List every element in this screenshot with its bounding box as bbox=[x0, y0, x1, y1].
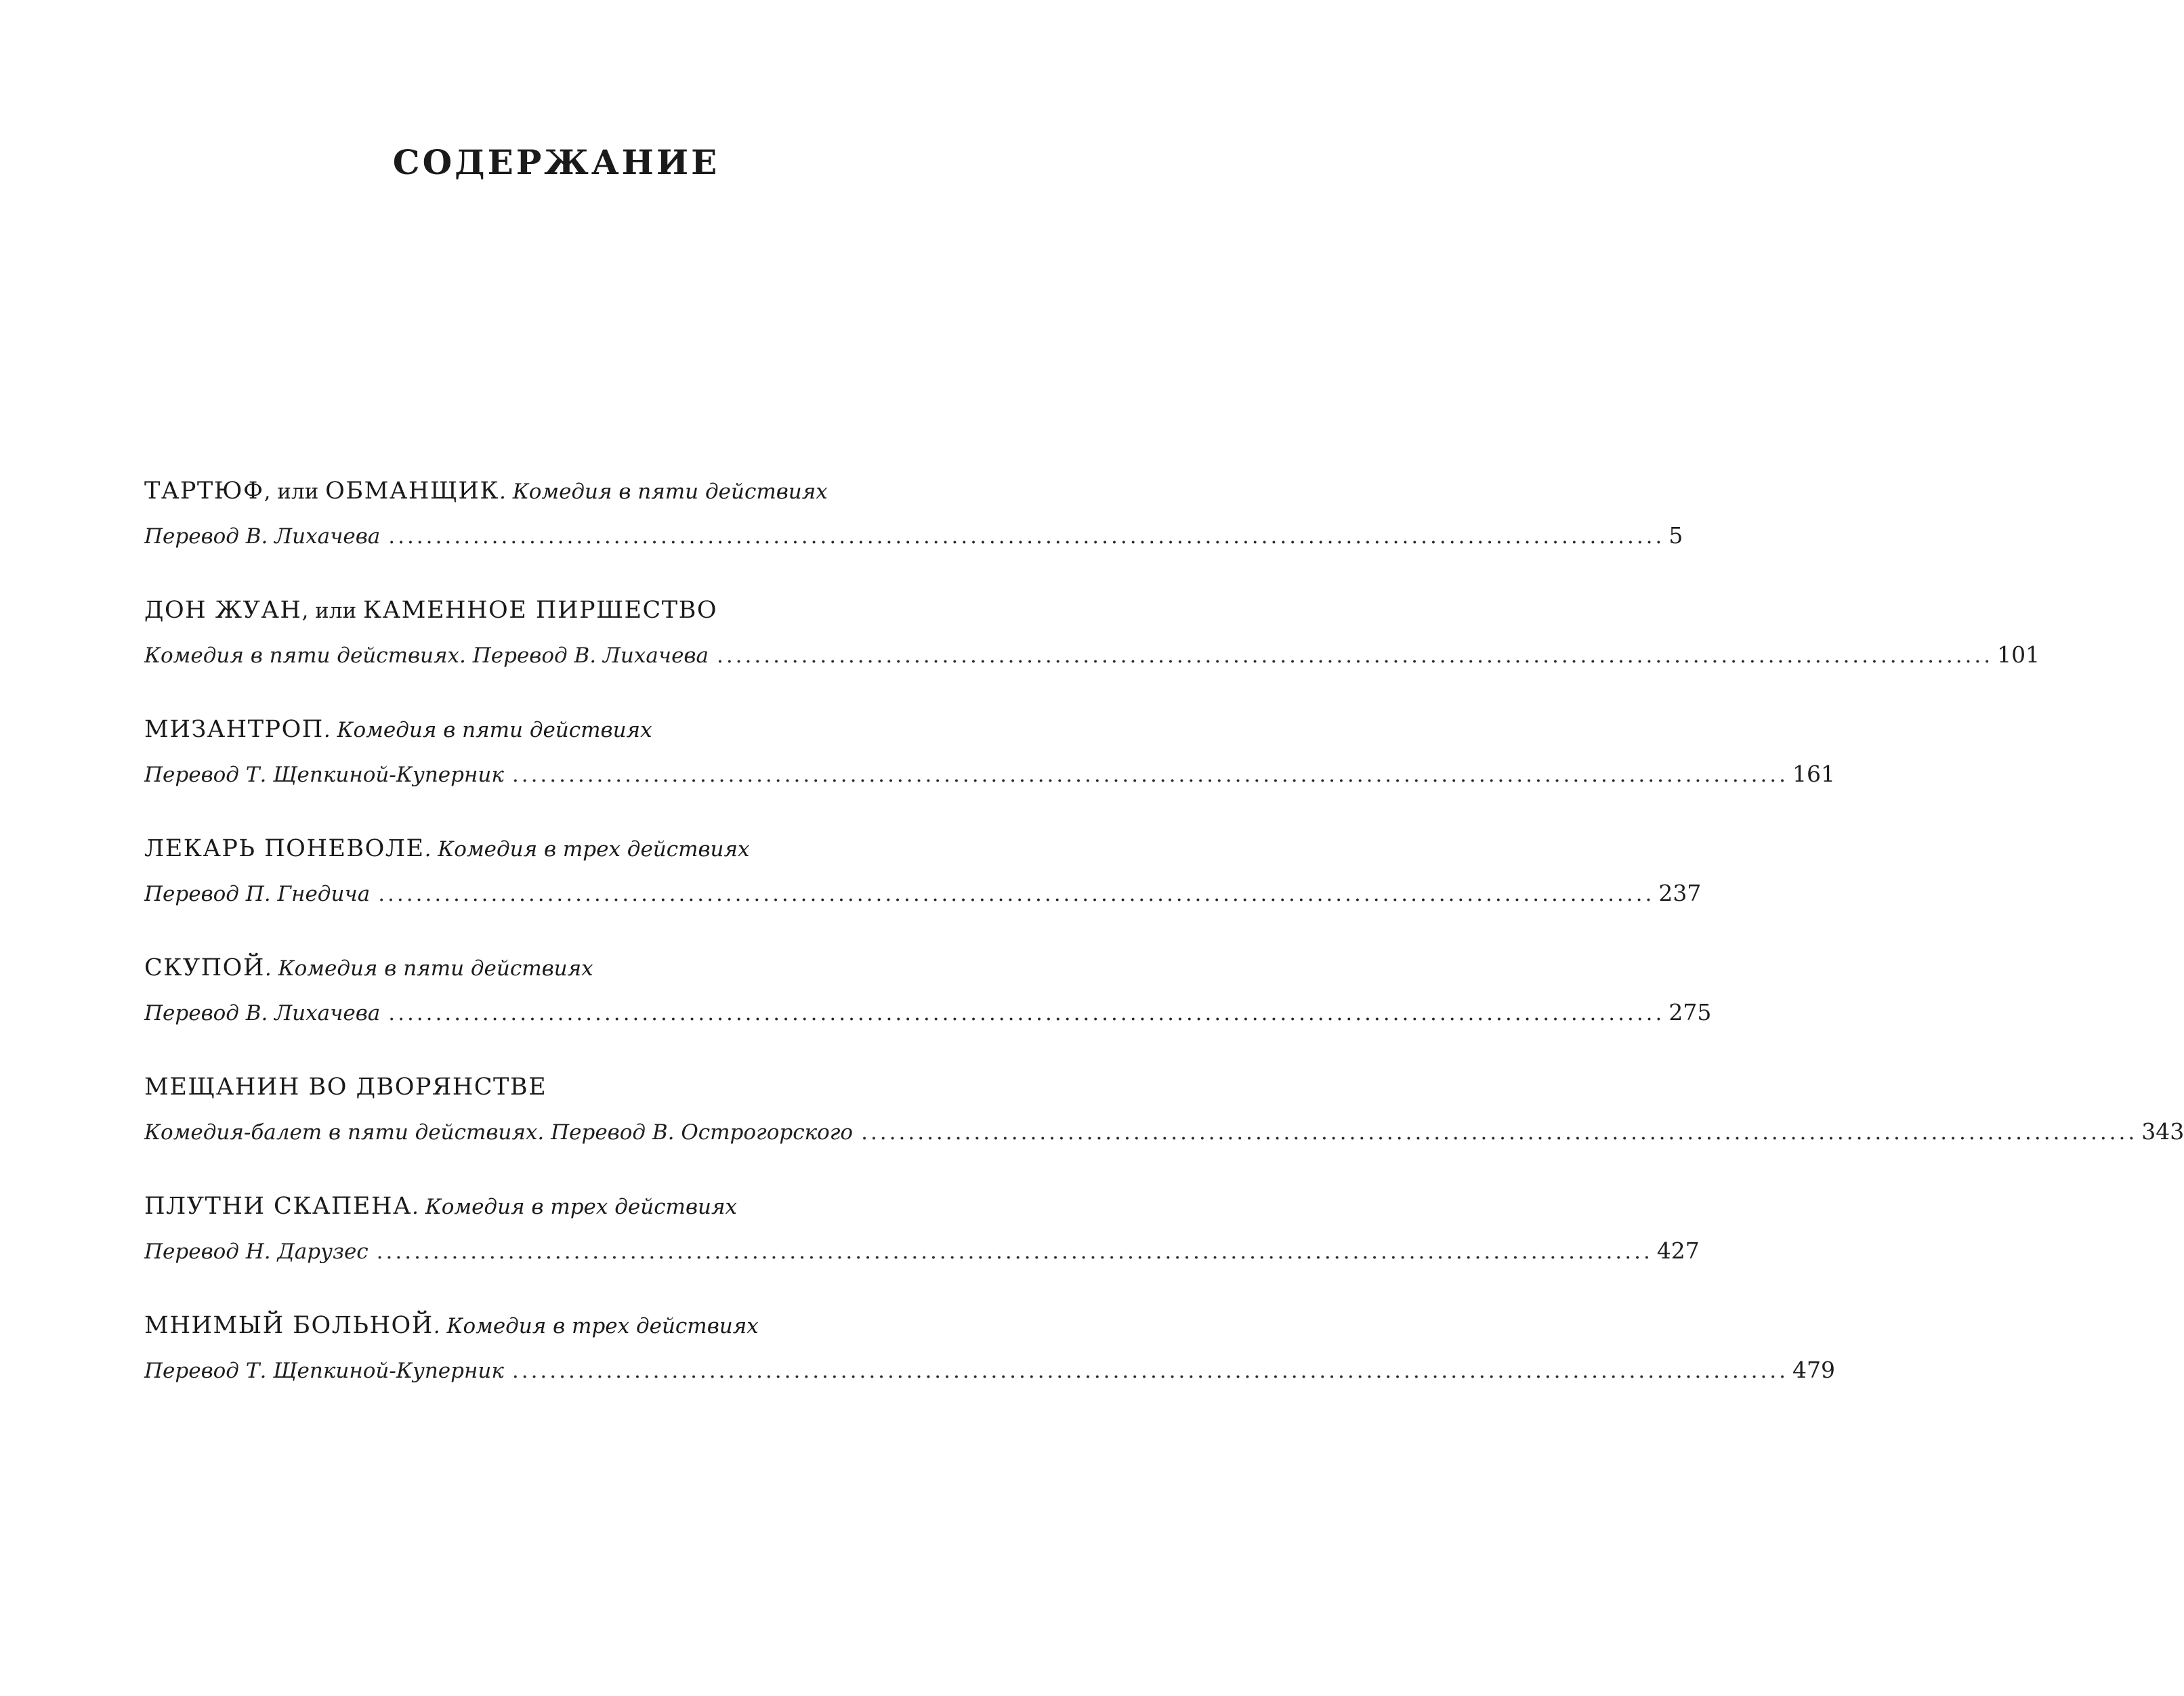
page-number: 237 bbox=[1658, 880, 1702, 906]
dot-leader: ........................................................................................................................................ bbox=[861, 1120, 2138, 1145]
page-number: 275 bbox=[1668, 999, 1712, 1025]
entry-title: МИЗАНТРОП bbox=[144, 716, 324, 743]
entry-translator: Перевод В. Лихачева bbox=[144, 524, 381, 549]
toc-entry-scapin[interactable] bbox=[144, 1184, 1700, 1273]
page-number: 479 bbox=[1792, 1357, 1836, 1383]
toc-entry-imaginary-invalid[interactable] bbox=[144, 1303, 1836, 1393]
dot-leader: ........................................................................................................................................ bbox=[511, 1359, 1789, 1383]
entry-detail-line bbox=[144, 752, 1836, 797]
entry-title-line bbox=[144, 707, 992, 752]
entry-genre: . Комедия в трех действиях bbox=[433, 1314, 759, 1338]
entry-genre: . Комедия в пяти действиях bbox=[323, 718, 652, 742]
entry-title-line bbox=[144, 1303, 992, 1348]
entry-title-line bbox=[144, 1065, 992, 1109]
page-number: 161 bbox=[1792, 761, 1836, 787]
toc-entry-don-juan[interactable] bbox=[144, 588, 2040, 677]
toc-entry-misanthrope[interactable] bbox=[144, 707, 1836, 797]
table-of-contents bbox=[144, 469, 2184, 1422]
entry-title-alt: КАМЕННОЕ ПИРШЕСТВО bbox=[363, 597, 718, 624]
dot-leader: ........................................................................................................................................ bbox=[511, 763, 1789, 787]
dot-leader: ........................................................................................................................................ bbox=[376, 1239, 1653, 1264]
entry-title: ЛЕКАРЬ ПОНЕВОЛЕ bbox=[144, 835, 425, 862]
toc-entry-tartuffe[interactable] bbox=[144, 469, 1683, 558]
entry-genre: . Комедия в трех действиях bbox=[412, 1195, 737, 1219]
entry-genre: . Комедия в трех действиях bbox=[424, 837, 750, 862]
entry-translator: Перевод Т. Щепкиной-Куперник bbox=[144, 763, 504, 787]
page-number: 343 bbox=[2141, 1118, 2184, 1145]
entry-detail-line bbox=[144, 990, 1712, 1035]
entry-detail-line bbox=[144, 871, 1702, 916]
entry-title-line bbox=[144, 946, 992, 990]
dot-leader: ........................................................................................................................................ bbox=[378, 882, 1655, 906]
entry-title-line bbox=[144, 1184, 992, 1229]
entry-title-line bbox=[144, 469, 992, 513]
entry-genre: . Комедия в пяти действиях bbox=[499, 480, 828, 504]
entry-translator: Перевод Н. Дарузес bbox=[144, 1239, 369, 1264]
dot-leader: ........................................................................................................................................ bbox=[388, 1001, 1665, 1025]
entry-title: СКУПОЙ bbox=[144, 954, 265, 981]
entry-detail-line bbox=[144, 633, 2040, 677]
entry-translator: Перевод П. Гнедича bbox=[144, 882, 371, 906]
entry-translator: Комедия-балет в пяти действиях. Перевод В. Острогорского bbox=[144, 1120, 854, 1145]
page-number: 427 bbox=[1656, 1237, 1700, 1264]
entry-title-conjunction: , или bbox=[301, 599, 364, 623]
toc-entry-doctor-in-spite[interactable] bbox=[144, 826, 1702, 916]
entry-genre: . Комедия в пяти действиях bbox=[264, 956, 593, 981]
entry-title: ПЛУТНИ СКАПЕНА bbox=[144, 1193, 413, 1220]
entry-title: ТАРТЮФ bbox=[144, 478, 264, 505]
entry-title: МЕЩАНИН ВО ДВОРЯНСТВЕ bbox=[144, 1074, 547, 1101]
entry-translator: Перевод В. Лихачева bbox=[144, 1001, 381, 1025]
entry-title-conjunction: , или bbox=[264, 480, 326, 504]
toc-entry-bourgeois-gentleman[interactable] bbox=[144, 1065, 2184, 1154]
entry-title-line bbox=[144, 588, 992, 633]
entry-translator: Комедия в пяти действиях. Перевод В. Лихачева bbox=[144, 643, 709, 668]
entry-detail-line bbox=[144, 1348, 1836, 1393]
page-number: 101 bbox=[1997, 641, 2040, 668]
entry-title: ДОН ЖУАН bbox=[144, 597, 302, 624]
page-title: СОДЕРЖАНИЕ bbox=[392, 142, 720, 182]
entry-detail-line bbox=[144, 513, 1683, 558]
dot-leader: ........................................................................................................................................ bbox=[716, 643, 1994, 668]
entry-translator: Перевод Т. Щепкиной-Куперник bbox=[144, 1359, 504, 1383]
entry-title: МНИМЫЙ БОЛЬНОЙ bbox=[144, 1312, 434, 1339]
entry-detail-line bbox=[144, 1229, 1700, 1273]
entry-detail-line bbox=[144, 1109, 2184, 1154]
toc-entry-miser[interactable] bbox=[144, 946, 1712, 1035]
entry-title-line bbox=[144, 826, 992, 871]
dot-leader: ........................................................................................................................................ bbox=[388, 524, 1665, 549]
entry-title-alt: ОБМАНЩИК bbox=[325, 478, 499, 505]
page-number: 5 bbox=[1668, 522, 1683, 549]
